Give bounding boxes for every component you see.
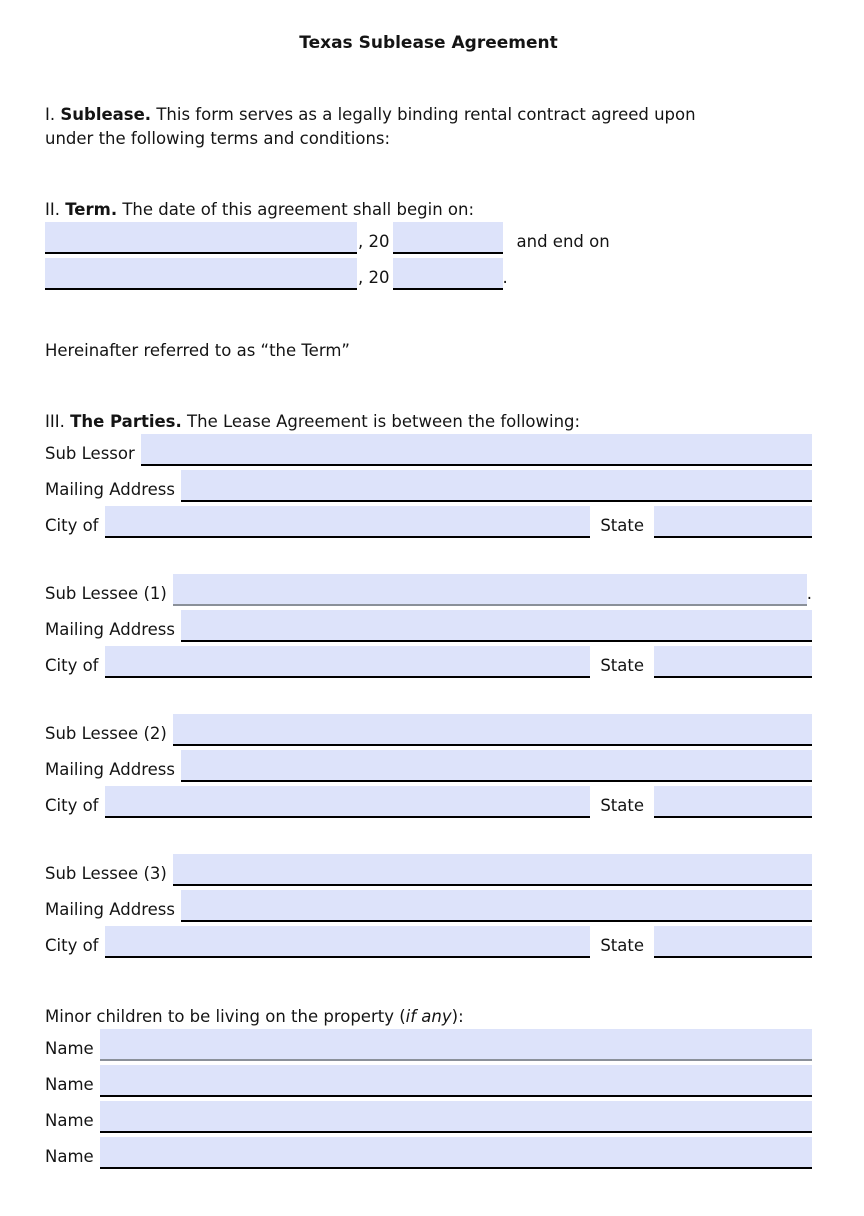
city-of-label: City of [45, 516, 99, 535]
section-sublease-paragraph [45, 103, 812, 151]
minor-child-name-2-field[interactable] [100, 1065, 812, 1097]
minor-children-prefix: Minor children to be living on the property ( [45, 1007, 406, 1026]
minor-child-name-3-field[interactable] [100, 1101, 812, 1133]
minor-children-if-any: if any [405, 1007, 452, 1026]
term-end-period: . [502, 268, 508, 287]
sub-lessor-city-field[interactable] [105, 506, 591, 538]
sub-lessee-2-city-state-row [45, 786, 812, 818]
minor-child-name-4-field[interactable] [100, 1137, 812, 1169]
mailing-address-label: Mailing Address [45, 760, 175, 779]
sub-lessee-2-name-row [45, 714, 812, 746]
sub-lessee-1-city-state-row [45, 646, 812, 678]
term-begin-row [45, 222, 812, 254]
sub-lessee-3-name-row [45, 854, 812, 886]
sub-lessor-name-field[interactable] [141, 434, 812, 466]
sub-lessee-1-label: Sub Lessee (1) [45, 584, 167, 603]
sub-lessee-3-name-field[interactable] [173, 854, 812, 886]
name-label: Name [45, 1111, 94, 1130]
name-label: Name [45, 1075, 94, 1094]
sub-lessee-1-name-row [45, 574, 812, 606]
sub-lessor-block [45, 434, 812, 538]
sub-lessor-name-row [45, 434, 812, 466]
minor-children-name-list [45, 1029, 812, 1169]
section-sublease-body-line2: under the following terms and conditions: [45, 129, 391, 148]
state-label: State [600, 936, 644, 955]
sub-lessee-2-mailing-row [45, 750, 812, 782]
minor-child-name-row [45, 1029, 812, 1061]
sub-lessee-1-suffix: . [806, 584, 812, 603]
minor-child-name-row [45, 1101, 812, 1133]
section-sublease-name: Sublease. [60, 105, 152, 124]
name-label: Name [45, 1039, 94, 1058]
sub-lessee-3-city-state-row [45, 926, 812, 958]
page-title: Texas Sublease Agreement [299, 33, 558, 53]
section-term-name: Term. [65, 200, 118, 219]
section-sublease-numeral: I. [45, 105, 56, 124]
sub-lessee-1-state-field[interactable] [654, 646, 812, 678]
sub-lessee-1-mailing-address-field[interactable] [181, 610, 812, 642]
sub-lessor-mailing-row [45, 470, 812, 502]
sub-lessee-2-name-field[interactable] [173, 714, 812, 746]
end-year-prefix: , 20 [358, 268, 390, 287]
sub-lessee-3-mailing-address-field[interactable] [181, 890, 812, 922]
end-year-field[interactable] [393, 258, 503, 290]
section-term-heading [45, 198, 812, 222]
state-label: State [600, 656, 644, 675]
sub-lessor-label: Sub Lessor [45, 444, 135, 463]
section-parties-numeral: III. [45, 412, 65, 431]
term-end-row [45, 258, 812, 290]
section-term-body: The date of this agreement shall begin on: [122, 200, 475, 219]
sub-lessee-3-block [45, 854, 812, 958]
begin-year-prefix: , 20 [358, 232, 390, 251]
section-parties-heading [45, 410, 812, 434]
section-sublease-body-line1: This form serves as a legally binding rental contract agreed upon [156, 105, 696, 124]
city-of-label: City of [45, 656, 99, 675]
sub-lessor-city-state-row [45, 506, 812, 538]
sub-lessee-1-name-field[interactable] [173, 574, 807, 606]
sub-lessee-3-label: Sub Lessee (3) [45, 864, 167, 883]
state-label: State [600, 796, 644, 815]
section-parties-body: The Lease Agreement is between the following: [187, 412, 581, 431]
name-label: Name [45, 1147, 94, 1166]
sub-lessee-2-label: Sub Lessee (2) [45, 724, 167, 743]
sub-lessee-1-city-field[interactable] [105, 646, 591, 678]
sub-lessee-2-mailing-address-field[interactable] [181, 750, 812, 782]
section-parties-name: The Parties. [70, 412, 182, 431]
and-end-on-text: and end on [516, 232, 610, 251]
end-date-field[interactable] [45, 258, 357, 290]
hereinafter-text: Hereinafter referred to as “the Term” [45, 341, 350, 360]
mailing-address-label: Mailing Address [45, 480, 175, 499]
city-of-label: City of [45, 936, 99, 955]
sub-lessee-3-state-field[interactable] [654, 926, 812, 958]
mailing-address-label: Mailing Address [45, 900, 175, 919]
sub-lessee-3-city-field[interactable] [105, 926, 591, 958]
sub-lessee-1-mailing-row [45, 610, 812, 642]
sub-lessee-3-mailing-row [45, 890, 812, 922]
minor-child-name-row [45, 1065, 812, 1097]
begin-year-field[interactable] [393, 222, 503, 254]
sub-lessee-2-block [45, 714, 812, 818]
sub-lessor-state-field[interactable] [654, 506, 812, 538]
sub-lessee-2-city-field[interactable] [105, 786, 591, 818]
sub-lessor-mailing-address-field[interactable] [181, 470, 812, 502]
section-term-numeral: II. [45, 200, 60, 219]
sub-lessee-1-block [45, 574, 812, 678]
minor-child-name-row [45, 1137, 812, 1169]
begin-date-field[interactable] [45, 222, 357, 254]
mailing-address-label: Mailing Address [45, 620, 175, 639]
city-of-label: City of [45, 796, 99, 815]
minor-children-heading [45, 1005, 812, 1029]
minor-children-suffix: ): [451, 1007, 464, 1026]
sub-lessee-2-state-field[interactable] [654, 786, 812, 818]
state-label: State [600, 516, 644, 535]
minor-child-name-1-field[interactable] [100, 1029, 812, 1061]
